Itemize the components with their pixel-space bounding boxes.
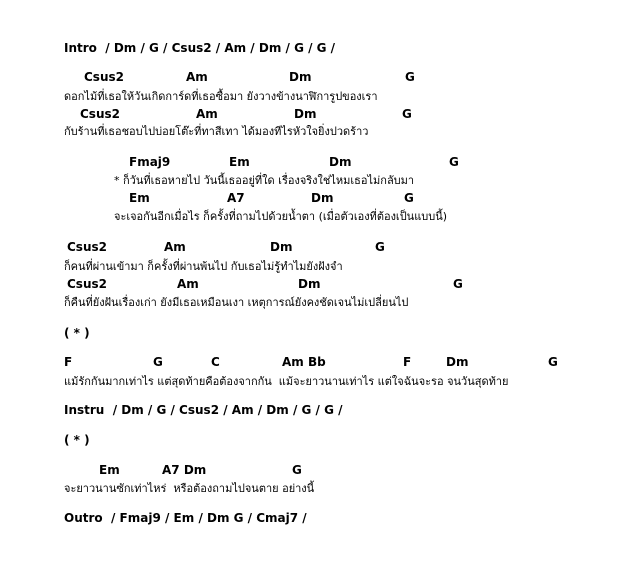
chord: G: [153, 355, 163, 369]
chord: Am: [196, 107, 218, 121]
lyric-line: ดอกไม้ที่เธอให้วันเกิดการ์ดที่เธอซื้อมา ยังวางข้างนาฬิการูปของเรา: [64, 90, 378, 103]
outro-line: Outro / Fmaj9 / Em / Dm G / Cmaj7 /: [64, 511, 307, 525]
chord: Dm: [270, 240, 293, 254]
lyric-line: แม้รักกันมากเท่าไร แต่สุดท้ายคือต้องจากกัน แม้จะยาวนานเท่าไร แต่ใจฉันจะรอ จนวันสุดท้าย: [64, 375, 509, 388]
chord: G: [405, 70, 415, 84]
chord: F: [64, 355, 73, 369]
chord: Am: [177, 277, 199, 291]
chord: Dm: [294, 107, 317, 121]
chord: Csus2: [84, 70, 124, 84]
lyric-line: จะยาวนานซักเท่าไหร่ หรือต้องถามไปจนตาย อย่างนี้: [64, 482, 315, 495]
chord: G: [449, 155, 459, 169]
chord: Fmaj9: [129, 155, 171, 169]
chorus-repeat-marker: ( * ): [64, 433, 90, 447]
chord: G: [548, 355, 558, 369]
chord: G: [292, 463, 302, 477]
intro-line: Intro / Dm / G / Csus2 / Am / Dm / G / G /: [64, 41, 336, 55]
chord: Em: [129, 191, 150, 205]
chord: G: [453, 277, 463, 291]
chord: Em: [229, 155, 250, 169]
chorus-repeat-marker: ( * ): [64, 326, 90, 340]
instru-line: Instru / Dm / G / Csus2 / Am / Dm / G / G /: [64, 403, 343, 417]
chord: Dm: [446, 355, 469, 369]
chord: Csus2: [67, 277, 107, 291]
chord: Am: [186, 70, 208, 84]
chord: Am Bb: [282, 355, 326, 369]
chord: Em: [99, 463, 120, 477]
lyric-line: * ก็วันที่เธอหายไป วันนี้เธออยู่ที่ใด เรื่องจริงใช่ไหมเธอไม่กลับมา: [114, 174, 415, 187]
chord: G: [404, 191, 414, 205]
chord: Dm: [289, 70, 312, 84]
chord: F: [403, 355, 412, 369]
chord: G: [402, 107, 412, 121]
chord: Csus2: [67, 240, 107, 254]
chord: Dm: [311, 191, 334, 205]
lyric-line: ก็คืนที่ยังฝันเรื่องเก่า ยังมีเธอเหมือนเงา เหตุการณ์ยังคงชัดเจนไม่เปลี่ยนไป: [64, 296, 409, 309]
chord: C: [211, 355, 220, 369]
chord: A7: [227, 191, 245, 205]
chord: Dm: [329, 155, 352, 169]
chord: G: [375, 240, 385, 254]
lyric-line: กับร้านที่เธอชอบไปบ่อยโต๊ะที่ทาสีเทา ได้มองทีไรหัวใจยิ่งปวดร้าว: [64, 125, 369, 138]
lyric-line: ก็คนที่ผ่านเข้ามา ก็ครั้งที่ผ่านพ้นไป กับเธอไม่รู้ทำไมยังฝังจำ: [64, 260, 343, 273]
chord: Am: [164, 240, 186, 254]
lyric-line: จะเจอกันอีกเมื่อไร ก็ครั้งที่ถามไปด้วยน้ำตา (เมื่อตัวเองที่ต้องเป็นแบบนี้): [114, 210, 448, 223]
chord: Dm: [298, 277, 321, 291]
chord: Csus2: [80, 107, 120, 121]
chord: A7 Dm: [162, 463, 207, 477]
